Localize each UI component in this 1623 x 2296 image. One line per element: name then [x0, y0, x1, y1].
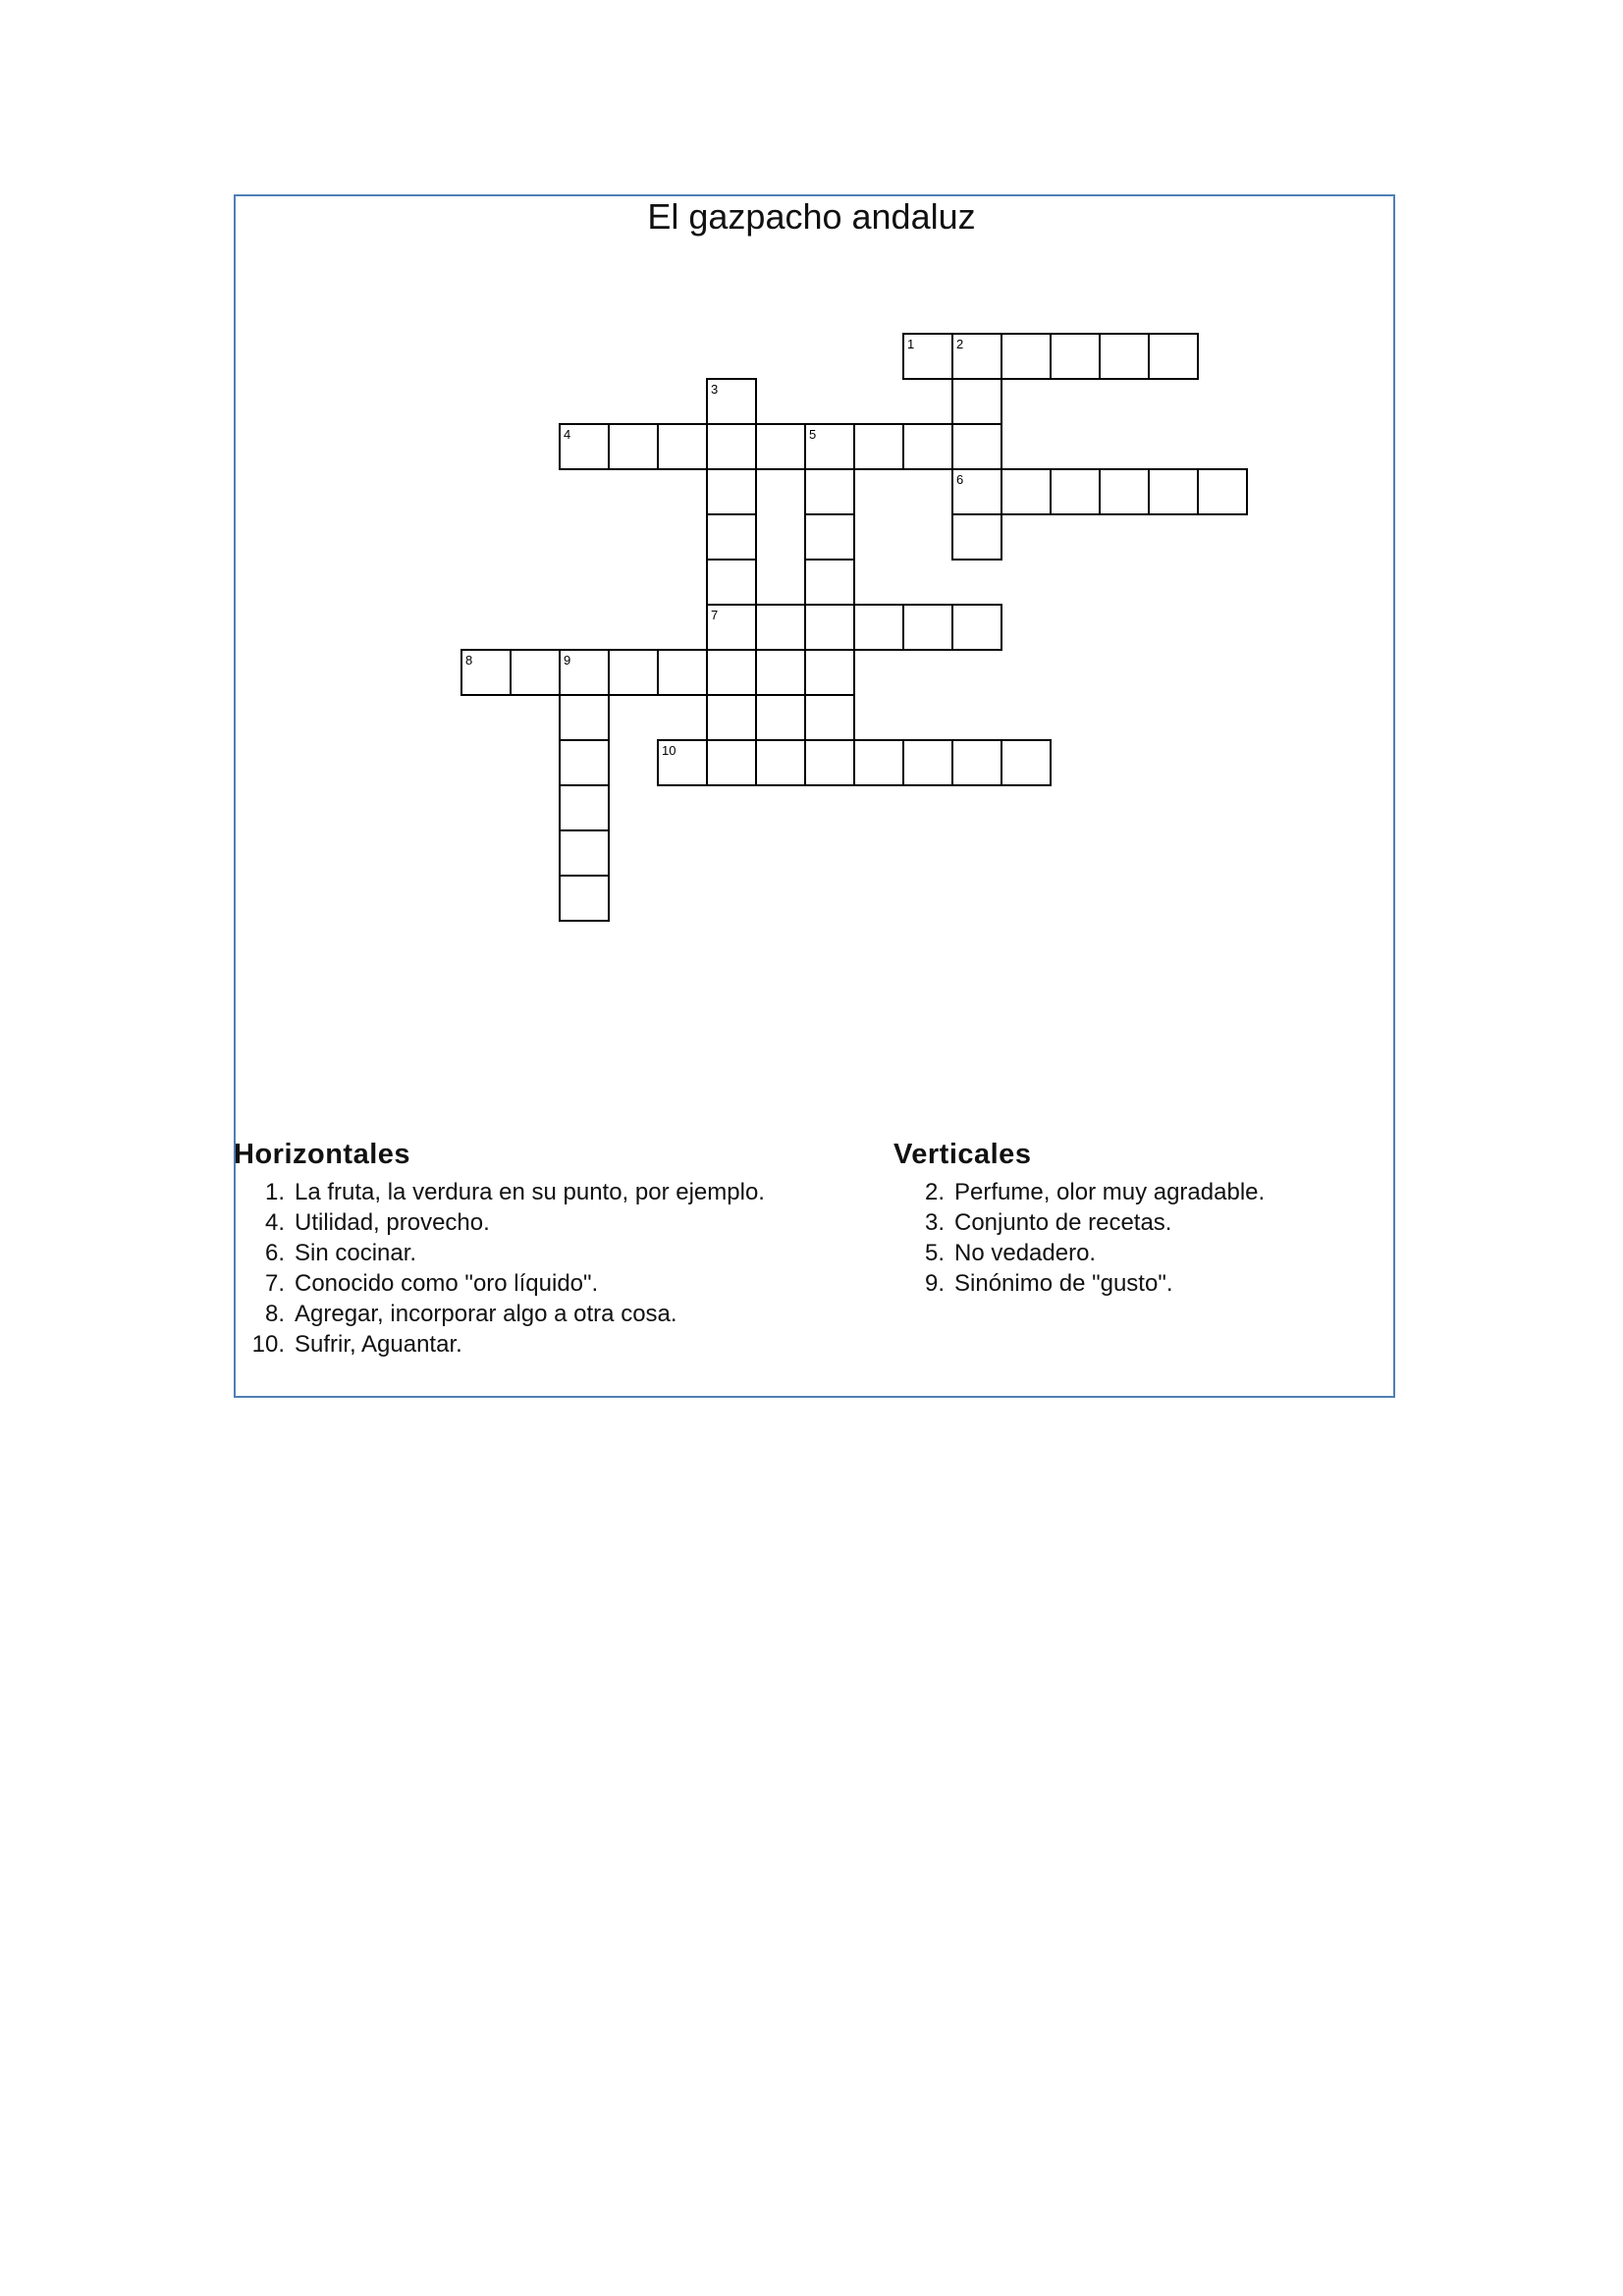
crossword-cell[interactable]	[707, 514, 756, 560]
clue-item: 6. Sin cocinar.	[264, 1240, 417, 1266]
clue-item: 4. Utilidad, provecho.	[264, 1209, 490, 1236]
crossword-cell[interactable]	[903, 424, 952, 469]
cell-number: 1	[907, 337, 915, 351]
cell-number: 8	[465, 653, 473, 667]
crossword-cell[interactable]	[707, 695, 756, 740]
crossword-cell[interactable]	[756, 740, 805, 785]
crossword-cell[interactable]	[1051, 469, 1100, 514]
crossword-cell[interactable]	[1149, 334, 1198, 379]
down-clues	[893, 1139, 1265, 1299]
crossword-cell[interactable]	[1149, 469, 1198, 514]
crossword-cell[interactable]	[805, 560, 854, 605]
crossword-cell[interactable]	[805, 740, 854, 785]
crossword-grid	[0, 0, 1623, 982]
crossword-cell[interactable]	[952, 740, 1001, 785]
crossword-cell[interactable]	[854, 424, 903, 469]
clue-item: 3. Conjunto de recetas.	[924, 1209, 1172, 1236]
cell-number: 4	[564, 427, 571, 442]
page-title: El gazpacho andaluz	[647, 196, 976, 237]
crossword-cell[interactable]	[756, 424, 805, 469]
crossword-cell[interactable]	[707, 650, 756, 695]
crossword-cell[interactable]	[1001, 740, 1051, 785]
crossword-cell[interactable]	[854, 740, 903, 785]
clue-item: 1. La fruta, la verdura en su punto, por ejemplo.	[264, 1179, 765, 1205]
crossword-cell[interactable]	[707, 469, 756, 514]
clue-item: 8. Agregar, incorporar algo a otra cosa.	[264, 1301, 677, 1327]
crossword-cell[interactable]	[805, 695, 854, 740]
clue-item: 2. Perfume, olor muy agradable.	[924, 1179, 1266, 1205]
clue-item: 10. Sufrir, Aguantar.	[251, 1331, 462, 1358]
down-heading: Verticales	[893, 1139, 1032, 1170]
crossword-cell[interactable]	[609, 424, 658, 469]
clue-item: 9. Sinónimo de "gusto".	[924, 1270, 1173, 1297]
crossword-cell[interactable]	[658, 650, 707, 695]
crossword-cell[interactable]	[952, 379, 1001, 424]
crossword-cell[interactable]	[1051, 334, 1100, 379]
crossword-cell[interactable]	[511, 650, 560, 695]
crossword-cell[interactable]	[756, 605, 805, 650]
crossword-cell[interactable]	[903, 740, 952, 785]
cell-number: 9	[564, 653, 571, 667]
crossword-cell[interactable]	[560, 695, 609, 740]
crossword-cell[interactable]	[707, 740, 756, 785]
crossword-cell[interactable]	[560, 876, 609, 921]
crossword-cell[interactable]	[903, 605, 952, 650]
clue-item: 7. Conocido como "oro líquido".	[264, 1270, 599, 1297]
crossword-cell[interactable]	[560, 785, 609, 830]
crossword-cell[interactable]	[1198, 469, 1247, 514]
clue-item: 5. No vedadero.	[924, 1240, 1097, 1266]
crossword-cell[interactable]	[805, 469, 854, 514]
crossword-cell[interactable]	[952, 605, 1001, 650]
crossword-cell[interactable]	[952, 424, 1001, 469]
crossword-cell[interactable]	[805, 650, 854, 695]
crossword-cell[interactable]	[756, 650, 805, 695]
crossword-cell[interactable]	[1100, 334, 1149, 379]
cell-number: 7	[711, 608, 719, 622]
crossword-cell[interactable]	[952, 514, 1001, 560]
across-clues	[234, 1139, 765, 1360]
crossword-cell[interactable]	[805, 514, 854, 560]
cell-number: 6	[956, 472, 964, 487]
crossword-cell[interactable]	[560, 830, 609, 876]
crossword-cell[interactable]	[707, 560, 756, 605]
crossword-cell[interactable]	[658, 424, 707, 469]
crossword-cell[interactable]	[609, 650, 658, 695]
across-heading: Horizontales	[234, 1139, 411, 1170]
crossword-cell[interactable]	[707, 424, 756, 469]
crossword-cell[interactable]	[560, 740, 609, 785]
crossword-cell[interactable]	[1001, 334, 1051, 379]
crossword-cell[interactable]	[805, 605, 854, 650]
crossword-cell[interactable]	[854, 605, 903, 650]
cell-number: 10	[662, 743, 676, 758]
cell-number: 3	[711, 382, 719, 397]
cell-number: 2	[956, 337, 964, 351]
crossword-cell[interactable]	[1100, 469, 1149, 514]
crossword-cell[interactable]	[1001, 469, 1051, 514]
cell-number: 5	[809, 427, 817, 442]
